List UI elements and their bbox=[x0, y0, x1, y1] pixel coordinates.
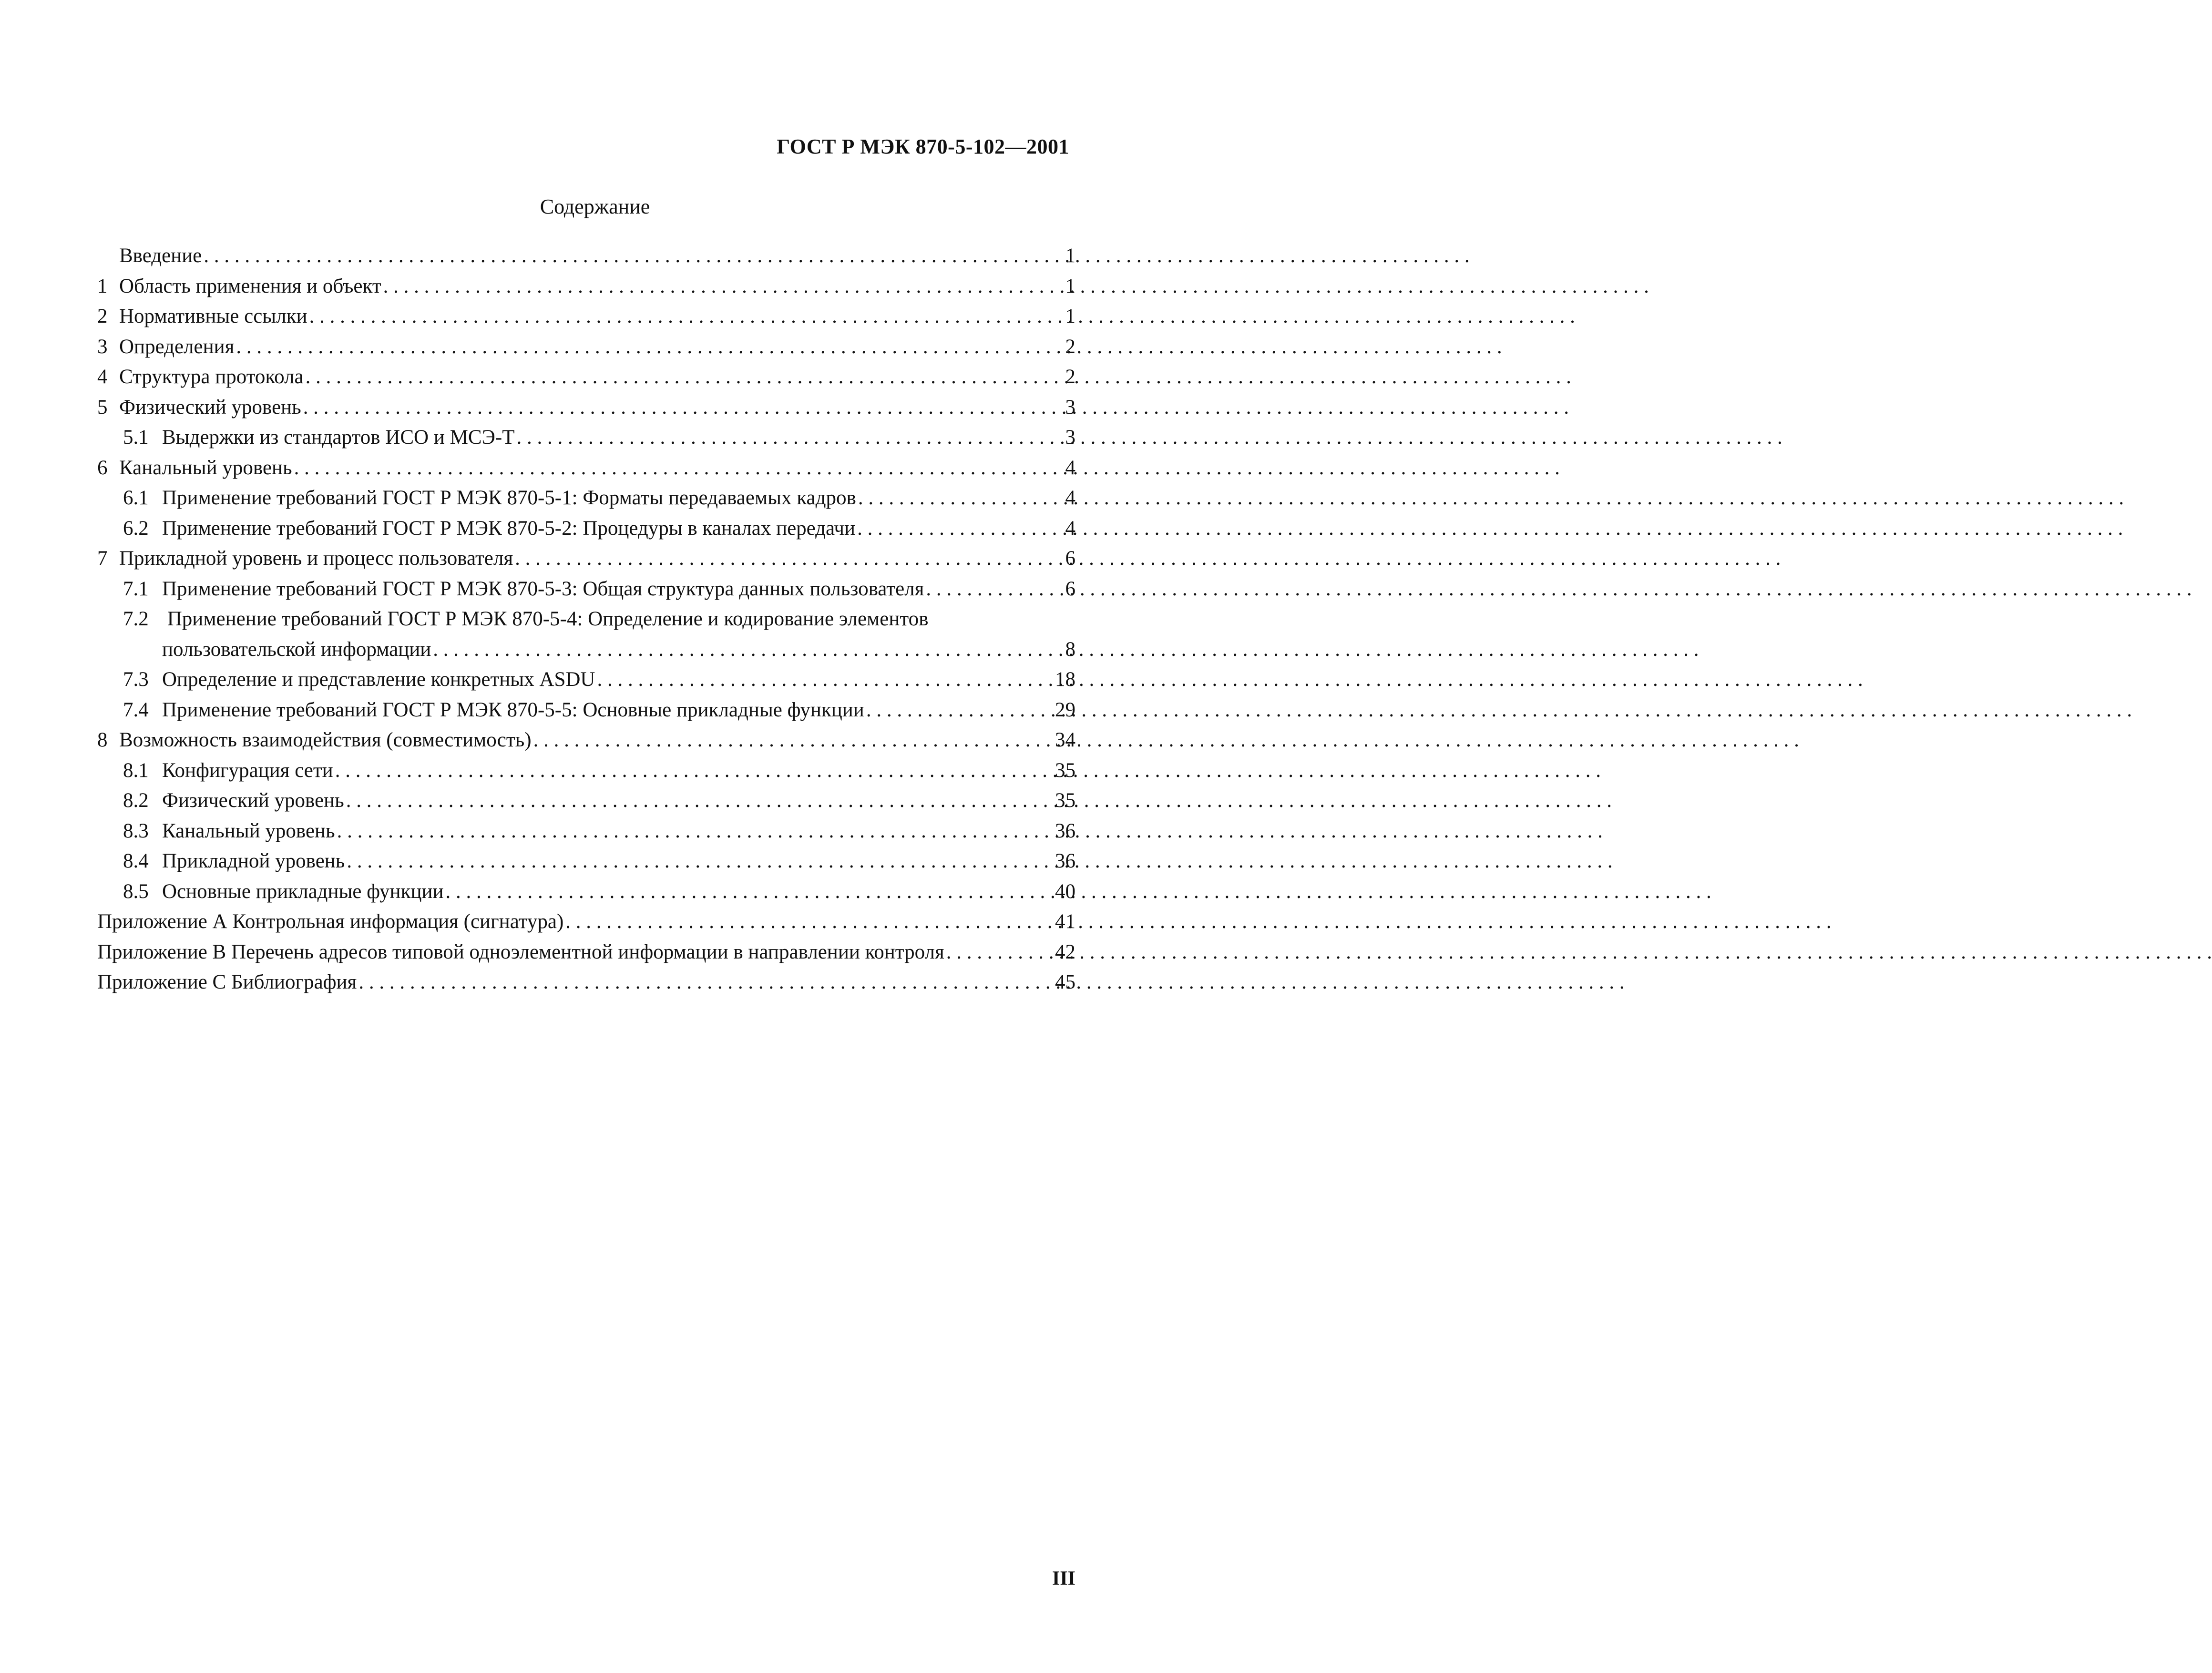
toc-entry[interactable] bbox=[97, 604, 1075, 664]
toc-entry[interactable] bbox=[97, 392, 1075, 423]
toc-entry-title-continuation: пользовательской информации bbox=[162, 638, 431, 661]
toc-entry-title: Приложение С Библиография bbox=[97, 971, 357, 993]
toc-entry-title: Конфигурация сети bbox=[162, 759, 333, 782]
toc-entry[interactable] bbox=[97, 301, 1075, 332]
toc-entry-number: 7.3 bbox=[123, 668, 149, 691]
toc-entry-page: 2 bbox=[1065, 366, 1075, 388]
toc-entry-number: 8.2 bbox=[123, 789, 149, 812]
toc-entry-page: 40 bbox=[1055, 880, 1075, 903]
toc-leader-dots bbox=[597, 664, 1049, 695]
toc-entry-number: 8.4 bbox=[123, 850, 149, 872]
toc-leader-dots bbox=[335, 755, 1049, 786]
toc-entry-title: Определение и представление конкретных ASDU bbox=[162, 668, 595, 691]
toc-leader-dots bbox=[533, 725, 1049, 755]
toc-entry-page: 3 bbox=[1065, 396, 1075, 418]
toc-entry-page: 4 bbox=[1065, 517, 1075, 540]
toc-entry-number: 7.1 bbox=[123, 577, 149, 600]
toc-entry-page: 41 bbox=[1055, 910, 1075, 933]
toc-entry-number: 8.3 bbox=[123, 819, 149, 842]
toc-leader-dots bbox=[358, 967, 1049, 998]
toc-entry-title: Применение требований ГОСТ Р МЭК 870-5-2: Процедуры в каналах передачи bbox=[162, 517, 856, 540]
toc-entry-number: 6.2 bbox=[123, 517, 149, 540]
toc-entry-title: Канальный уровень bbox=[162, 819, 335, 842]
toc-entry-title: Область применения и объект bbox=[119, 275, 381, 297]
toc-leader-dots bbox=[858, 483, 1049, 513]
toc-entry-first-line bbox=[97, 604, 1075, 634]
toc-leader-dots bbox=[446, 877, 1049, 907]
toc-entry-number: 6 bbox=[97, 456, 108, 479]
toc-entry-title: Физический уровень bbox=[119, 396, 301, 418]
toc-entry-number: 7.2 bbox=[123, 608, 149, 630]
toc-leader-dots bbox=[433, 634, 1049, 665]
toc-entry-number: 7.4 bbox=[123, 698, 149, 721]
toc-entry-appendix[interactable] bbox=[97, 907, 1075, 937]
toc-entry-title: Приложение В Перечень адресов типовой одноэлементной информации в направлении контроля bbox=[97, 940, 944, 963]
toc-entry-title: Выдержки из стандартов ИСО и МСЭ-Т bbox=[162, 426, 515, 449]
toc-leader-dots bbox=[303, 392, 1049, 423]
toc-entry-title: Приложение А Контрольная информация (сигнатура) bbox=[97, 910, 564, 933]
toc-leader-dots bbox=[346, 785, 1049, 816]
toc-leader-dots bbox=[294, 453, 1049, 483]
toc-entry-title: Структура протокола bbox=[119, 366, 304, 388]
toc-entry-title: Применение требований ГОСТ Р МЭК 870-5-1: Форматы передаваемых кадров bbox=[162, 487, 856, 509]
toc-leader-dots bbox=[306, 362, 1049, 392]
toc-entry[interactable] bbox=[97, 513, 1075, 544]
toc-entry-title: Возможность взаимодействия (совместимость) bbox=[119, 729, 532, 751]
toc-leader-dots bbox=[866, 695, 1049, 725]
toc-leader-dots bbox=[309, 301, 1049, 332]
toc-entry-title: Канальный уровень bbox=[119, 456, 292, 479]
toc-entry-number: 6.1 bbox=[123, 487, 149, 509]
toc-entry[interactable] bbox=[97, 574, 1075, 604]
toc-leader-dots bbox=[946, 937, 1049, 968]
toc-entry[interactable] bbox=[97, 755, 1075, 786]
toc-entry[interactable] bbox=[97, 362, 1075, 392]
toc-entry-page: 1 bbox=[1065, 305, 1075, 327]
toc-entry[interactable] bbox=[97, 725, 1075, 755]
toc-leader-dots bbox=[857, 513, 1049, 544]
toc-entry[interactable] bbox=[97, 271, 1075, 302]
toc-leader-dots bbox=[565, 907, 1049, 937]
toc-leader-dots bbox=[383, 271, 1049, 302]
toc-entry[interactable] bbox=[97, 422, 1075, 453]
toc-entry-page: 36 bbox=[1055, 850, 1075, 872]
toc-entry-title: Введение bbox=[119, 245, 202, 267]
toc-entry[interactable] bbox=[97, 877, 1075, 907]
toc-entry-page: 1 bbox=[1065, 275, 1075, 297]
toc-entry[interactable] bbox=[97, 332, 1075, 362]
toc-entry-title: Применение требований ГОСТ Р МЭК 870-5-5: Основные прикладные функции bbox=[162, 698, 864, 721]
toc-entry-page: 1 bbox=[1065, 245, 1075, 267]
toc-entry-page: 4 bbox=[1065, 456, 1075, 479]
toc-leader-dots bbox=[517, 422, 1049, 453]
toc-entry-page: 6 bbox=[1065, 547, 1075, 570]
toc-entry-title: Применение требований ГОСТ Р МЭК 870-5-4: Определение и кодирование элементов bbox=[167, 608, 929, 630]
toc-entry[interactable] bbox=[97, 785, 1075, 816]
page-folio: III bbox=[1052, 1568, 1075, 1590]
toc-entry-page: 35 bbox=[1055, 759, 1075, 782]
toc-entry-number: 3 bbox=[97, 335, 108, 358]
toc-entry-number: 1 bbox=[97, 275, 108, 297]
toc-entry-number: 2 bbox=[97, 305, 108, 327]
toc-leader-dots bbox=[236, 332, 1049, 362]
toc-leader-dots bbox=[515, 543, 1049, 574]
toc-entry-title: Прикладной уровень bbox=[162, 850, 345, 872]
toc-entry[interactable] bbox=[97, 543, 1075, 574]
toc-entry-page: 4 bbox=[1065, 487, 1075, 509]
toc-entry[interactable] bbox=[97, 695, 1075, 725]
toc-leader-dots bbox=[926, 574, 1049, 604]
toc-entry-page: 34 bbox=[1055, 729, 1075, 751]
toc-entry[interactable] bbox=[97, 241, 1075, 271]
toc-entry-title: Нормативные ссылки bbox=[119, 305, 307, 327]
toc-leader-dots bbox=[337, 816, 1049, 847]
table-of-contents bbox=[97, 241, 1075, 998]
toc-entry-title: Основные прикладные функции bbox=[162, 880, 444, 903]
toc-entry-page: 35 bbox=[1055, 789, 1075, 812]
toc-entry-page: 18 bbox=[1055, 668, 1075, 691]
toc-title: Содержание bbox=[540, 195, 650, 218]
toc-entry-page: 3 bbox=[1065, 426, 1075, 449]
toc-entry-title: Определения bbox=[119, 335, 235, 358]
toc-entry[interactable] bbox=[97, 664, 1075, 695]
toc-entry-number: 8.5 bbox=[123, 880, 149, 903]
toc-leader-dots bbox=[204, 241, 1049, 271]
toc-entry-number: 8 bbox=[97, 729, 108, 751]
toc-entry-page: 29 bbox=[1055, 698, 1075, 721]
toc-entry-page: 45 bbox=[1055, 971, 1075, 993]
toc-entry-title: Прикладной уровень и процесс пользователя bbox=[119, 547, 513, 570]
toc-entry-title: Физический уровень bbox=[162, 789, 344, 812]
toc-entry[interactable] bbox=[97, 453, 1075, 483]
toc-entry-continuation-line bbox=[97, 634, 1075, 665]
toc-entry-page: 36 bbox=[1055, 819, 1075, 842]
toc-entry-appendix[interactable] bbox=[97, 967, 1075, 998]
toc-entry-number: 5 bbox=[97, 396, 108, 418]
document-standard-number: ГОСТ Р МЭК 870-5-102—2001 bbox=[777, 135, 1069, 158]
toc-entry-page: 6 bbox=[1065, 577, 1075, 600]
toc-entry-page: 8 bbox=[1065, 638, 1075, 661]
toc-entry-number: 4 bbox=[97, 366, 108, 388]
toc-entry[interactable] bbox=[97, 846, 1075, 877]
toc-entry-number: 5.1 bbox=[123, 426, 149, 449]
toc-entry-title: Применение требований ГОСТ Р МЭК 870-5-3: Общая структура данных пользователя bbox=[162, 577, 924, 600]
toc-entry-page: 2 bbox=[1065, 335, 1075, 358]
toc-entry[interactable] bbox=[97, 483, 1075, 513]
toc-entry[interactable] bbox=[97, 816, 1075, 847]
toc-entry-appendix[interactable] bbox=[97, 937, 1075, 968]
toc-entry-number: 8.1 bbox=[123, 759, 149, 782]
toc-entry-page: 42 bbox=[1055, 940, 1075, 963]
toc-leader-dots bbox=[347, 846, 1049, 877]
toc-entry-number: 7 bbox=[97, 547, 108, 570]
